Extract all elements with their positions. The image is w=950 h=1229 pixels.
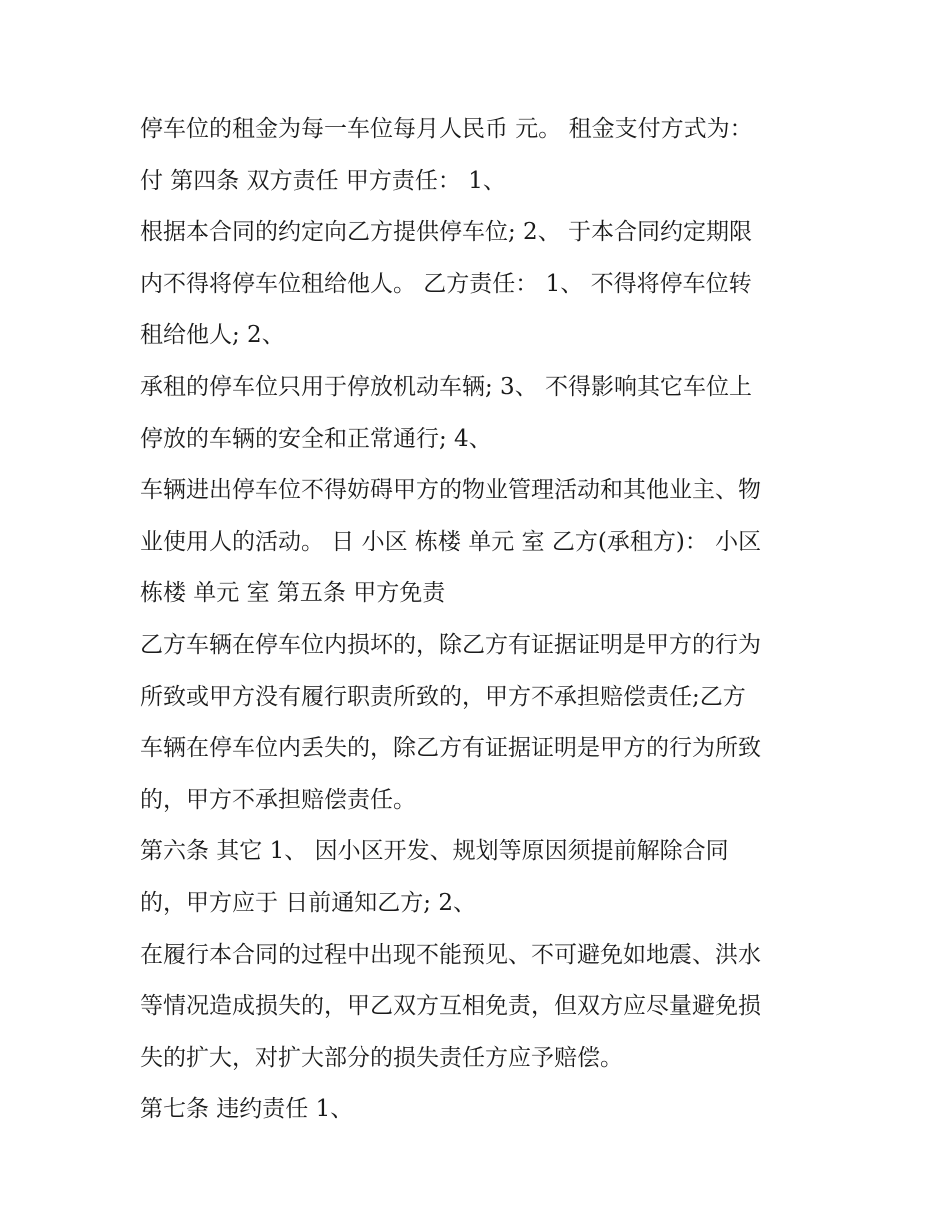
text-line: 内不得将停车位租给他人。 乙方责任： 1、 不得将停车位转 — [140, 270, 752, 297]
text-line: 承租的停车位只用于停放机动车辆; 3、 不得影响其它车位上 — [140, 373, 753, 400]
text-line: 车辆在停车位内丢失的，除乙方有证据证明是甲方的行为所致 — [140, 735, 761, 762]
text-line: 停车位的租金为每一车位每月人民币 元。 租金支付方式为： — [140, 116, 753, 142]
text-line: 失的扩大，对扩大部分的损失责任方应予赔偿。 — [140, 1044, 623, 1071]
contract-text — [140, 104, 830, 1136]
text-line: 租给他人; 2、 — [140, 322, 285, 349]
text-line: 的，甲方应于 日前通知乙方; 2、 — [140, 889, 477, 916]
text-line: 第七条 违约责任 1、 — [140, 1096, 354, 1123]
text-line: 栋楼 单元 室 第五条 甲方免责 — [140, 580, 446, 607]
text-line: 等情况造成损失的，甲乙双方互相免责，但双方应尽量避免损 — [140, 993, 761, 1020]
text-line: 付 第四条 双方责任 甲方责任： 1、 — [140, 167, 506, 194]
text-line: 第六条 其它 1、 因小区开发、规划等原因须提前解除合同 — [140, 838, 729, 865]
text-line: 业使用人的活动。 日 小区 栋楼 单元 室 乙方(承租方)： 小区 — [140, 528, 762, 555]
text-line: 在履行本合同的过程中出现不能预见、不可避免如地震、洪水 — [140, 941, 761, 968]
text-line: 所致或甲方没有履行职责所致的，甲方不承担赔偿责任;乙方 — [140, 683, 746, 710]
text-line: 的，甲方不承担赔偿责任。 — [140, 786, 416, 813]
text-line: 乙方车辆在停车位内损坏的，除乙方有证据证明是甲方的行为 — [140, 631, 761, 658]
text-line: 停放的车辆的安全和正常通行; 4、 — [140, 425, 492, 452]
text-line: 根据本合同的约定向乙方提供停车位; 2、 于本合同约定期限 — [140, 219, 753, 246]
text-line: 车辆进出停车位不得妨碍甲方的物业管理活动和其他业主、物 — [140, 477, 761, 504]
